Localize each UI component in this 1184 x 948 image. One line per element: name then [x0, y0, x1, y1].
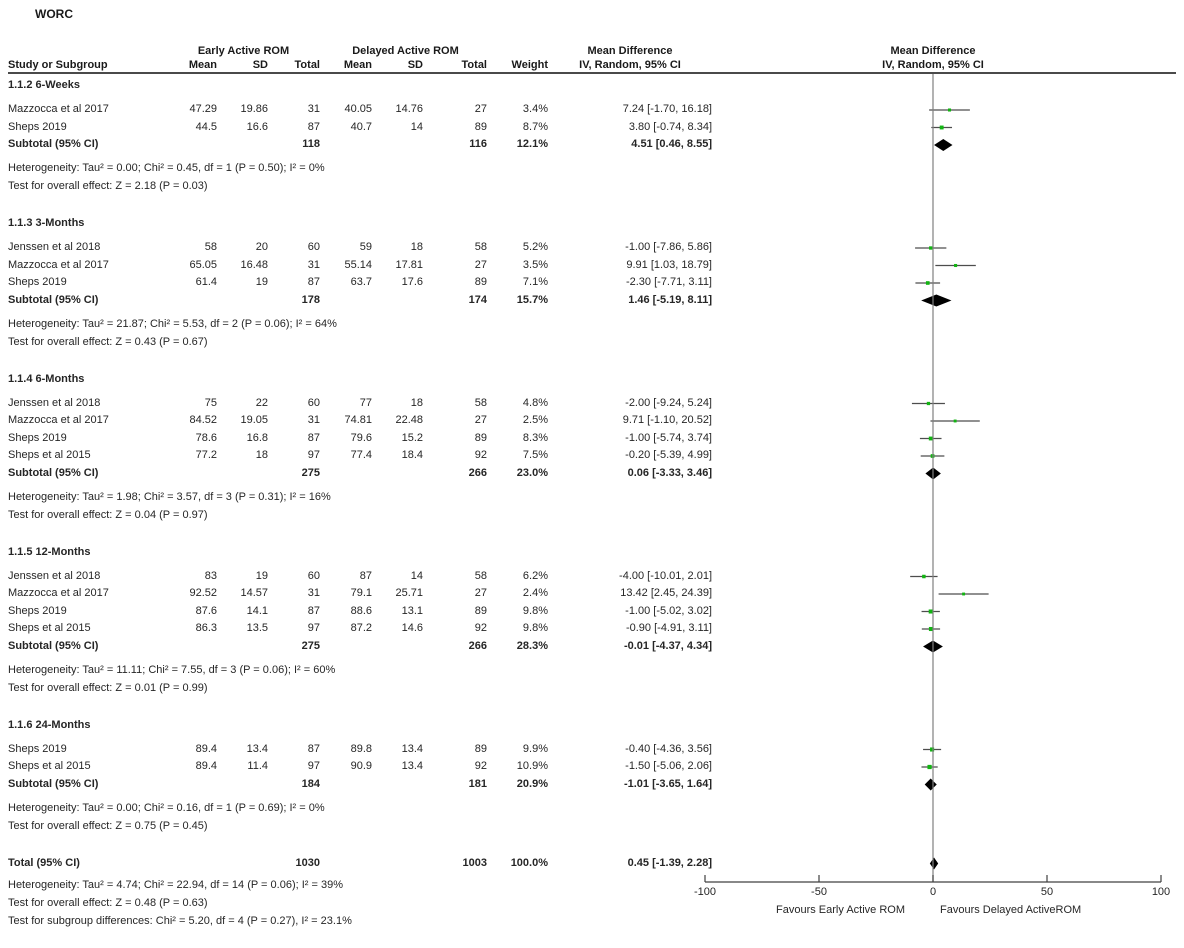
total-overall-effect-line-text: Test for overall effect: Z = 0.48 (P = 0.63) — [8, 896, 208, 909]
mean1-cell: 86.3 — [195, 622, 217, 634]
overall-effect-line — [0, 682, 1184, 696]
subgroup-label-text: 1.1.3 3-Months — [8, 217, 85, 229]
weight-cell: 8.3% — [522, 431, 548, 444]
mean1-cell: 44.5 — [195, 120, 217, 133]
md-ci-cell: 7.24 [-1.70, 16.18] — [622, 103, 712, 115]
group1-header: Early Active ROM — [197, 45, 290, 57]
sd1-cell: 13.4 — [246, 742, 268, 755]
total-heterogeneity-line — [0, 879, 1184, 893]
total1-cell: 97 — [307, 449, 320, 461]
overall-effect-line-text: Test for overall effect: Z = 0.01 (P = 0.99) — [8, 681, 208, 694]
study-name-cell: Sheps 2019 — [8, 120, 67, 133]
study-row — [0, 397, 1184, 411]
overall-effect-line-text: Test for overall effect: Z = 0.75 (P = 0.45) — [8, 819, 208, 832]
mean1-cell: 75 — [204, 396, 217, 409]
total1-column-header: Total — [294, 59, 320, 71]
total1-cell: 31 — [307, 414, 320, 426]
sd1-cell: 16.48 — [240, 258, 268, 271]
study-row — [0, 449, 1184, 463]
mean1-cell: 47.29 — [189, 103, 217, 115]
total2-column-header: Total — [461, 59, 487, 71]
weight-cell: 15.7% — [516, 293, 548, 306]
subtotal-row — [0, 467, 1184, 481]
subgroup-label-text: 1.1.2 6-Weeks — [8, 79, 80, 91]
sd1-cell: 19.05 — [240, 414, 268, 426]
mean2-cell: 88.6 — [350, 604, 372, 617]
study-row — [0, 570, 1184, 584]
study-row — [0, 432, 1184, 446]
sd2-cell: 14.76 — [395, 103, 423, 115]
sd1-cell: 19.86 — [240, 103, 268, 115]
sd2-cell: 25.71 — [395, 587, 423, 599]
axis-tick-label: 100 — [1151, 886, 1171, 898]
pooled-label-cell: Subtotal (95% CI) — [8, 466, 99, 479]
mean1-cell: 77.2 — [195, 449, 217, 461]
weight-cell: 7.1% — [522, 276, 548, 288]
heterogeneity-line-text: Heterogeneity: Tau² = 1.98; Chi² = 3.57, df = 3 (P = 0.31); I² = 16% — [8, 490, 331, 503]
total2-cell: 27 — [474, 414, 487, 426]
sd1-cell: 11.4 — [247, 760, 268, 772]
sd2-cell: 14 — [410, 120, 423, 133]
axis-right-label: Favours Delayed ActiveROM — [940, 904, 1082, 916]
mean1-cell: 58 — [204, 241, 217, 253]
total1-cell: 97 — [307, 622, 320, 634]
md-ci-cell: -1.50 [-5.06, 2.06] — [625, 760, 712, 772]
total2-cell: 116 — [469, 138, 487, 150]
mean1-cell: 78.6 — [195, 431, 217, 444]
axis-tick-label: 50 — [1040, 886, 1054, 898]
mean2-cell: 89.8 — [350, 742, 372, 755]
weight-cell: 2.5% — [522, 414, 548, 426]
md-ci-cell: 13.42 [2.45, 24.39] — [620, 587, 712, 599]
mean2-cell: 74.81 — [344, 414, 372, 426]
md-ci-cell: 0.06 [-3.33, 3.46] — [627, 466, 712, 479]
weight-cell: 3.4% — [522, 103, 548, 115]
study-name-cell: Sheps 2019 — [8, 431, 67, 444]
sd2-cell: 15.2 — [401, 431, 423, 444]
total1-cell: 87 — [307, 604, 320, 617]
subgroup-label — [0, 373, 1184, 387]
md-ci-cell: 4.51 [0.46, 8.55] — [631, 138, 712, 150]
overall-effect-line-text: Test for overall effect: Z = 2.18 (P = 0.03) — [8, 180, 208, 192]
sd1-cell: 14.57 — [240, 587, 268, 599]
mean1-cell: 84.52 — [189, 414, 217, 426]
study-row — [0, 605, 1184, 619]
sd1-cell: 16.8 — [246, 431, 268, 444]
md-ci-cell: 0.45 [-1.39, 2.28] — [627, 856, 712, 869]
md-ci-cell: 1.46 [-5.19, 8.11] — [628, 293, 712, 306]
weight-cell: 6.2% — [522, 569, 548, 582]
sd1-cell: 19 — [255, 569, 268, 582]
mean1-cell: 92.52 — [189, 587, 217, 599]
weight-cell: 3.5% — [522, 258, 548, 271]
subtotal-row — [0, 294, 1184, 308]
total2-cell: 92 — [474, 760, 487, 772]
pooled-label-cell: Subtotal (95% CI) — [8, 639, 99, 652]
pooled-label-cell: Subtotal (95% CI) — [8, 138, 99, 150]
heterogeneity-line-text: Heterogeneity: Tau² = 0.00; Chi² = 0.45, df = 1 (P = 0.50); I² = 0% — [8, 162, 325, 174]
total-row — [0, 857, 1184, 871]
weight-cell: 28.3% — [516, 639, 548, 652]
total1-cell: 184 — [301, 777, 320, 790]
md-ci-cell: 9.91 [1.03, 18.79] — [626, 258, 712, 271]
total2-cell: 58 — [474, 569, 487, 582]
study-name-cell: Mazzocca et al 2017 — [8, 414, 109, 426]
study-row — [0, 103, 1184, 117]
weight-cell: 9.9% — [522, 742, 548, 755]
study-name-cell: Sheps et al 2015 — [8, 622, 91, 634]
total2-cell: 181 — [468, 777, 487, 790]
sd1-cell: 18 — [255, 449, 268, 461]
study-column-header: Study or Subgroup — [8, 59, 108, 71]
md-ci-cell: 3.80 [-0.74, 8.34] — [628, 120, 712, 133]
subgroup-label-text: 1.1.4 6-Months — [8, 372, 85, 385]
total1-cell: 178 — [301, 293, 320, 306]
total2-cell: 27 — [474, 258, 487, 271]
total-heterogeneity-line-text: Heterogeneity: Tau² = 4.74; Chi² = 22.94, df = 14 (P = 0.06); I² = 39% — [8, 878, 343, 891]
sd2-column-header: SD — [407, 59, 423, 71]
subgroup-label — [0, 217, 1184, 231]
mean2-cell: 79.6 — [350, 431, 372, 444]
study-name-cell: Jenssen et al 2018 — [8, 241, 101, 253]
header-rule — [8, 72, 1176, 74]
heterogeneity-line — [0, 664, 1184, 678]
md-ci-cell: 9.71 [-1.10, 20.52] — [622, 414, 712, 426]
weight-cell: 7.5% — [522, 449, 548, 461]
overall-effect-line — [0, 180, 1184, 194]
study-name-cell: Jenssen et al 2018 — [8, 569, 101, 582]
total1-cell: 60 — [307, 396, 320, 409]
total1-cell: 87 — [307, 120, 320, 133]
subtotal-row — [0, 138, 1184, 152]
study-row — [0, 241, 1184, 255]
md-ci-cell: -2.00 [-9.24, 5.24] — [625, 396, 712, 409]
total1-cell: 87 — [307, 742, 320, 755]
study-name-cell: Jenssen et al 2018 — [8, 396, 101, 409]
subtotal-row — [0, 778, 1184, 792]
sd2-cell: 13.4 — [401, 742, 423, 755]
study-row — [0, 760, 1184, 774]
plot-column-title: Mean Difference — [890, 45, 976, 57]
sd2-cell: 17.81 — [395, 258, 423, 271]
total1-cell: 31 — [307, 587, 320, 599]
overall-effect-line-text: Test for overall effect: Z = 0.04 (P = 0.97) — [8, 508, 208, 521]
total1-cell: 60 — [307, 241, 320, 253]
weight-cell: 9.8% — [522, 622, 548, 634]
study-row — [0, 622, 1184, 636]
md-ci-cell: -1.00 [-7.86, 5.86] — [625, 241, 712, 253]
md-ci-cell: -1.00 [-5.74, 3.74] — [625, 431, 712, 444]
heterogeneity-line — [0, 802, 1184, 816]
study-row — [0, 121, 1184, 135]
total1-cell: 31 — [307, 258, 320, 271]
total1-cell: 118 — [302, 138, 320, 150]
sd2-cell: 18.4 — [401, 449, 423, 461]
total1-cell: 60 — [307, 569, 320, 582]
md-column-title: Mean Difference — [587, 45, 673, 57]
mean1-column-header: Mean — [188, 59, 217, 71]
total2-cell: 58 — [474, 241, 487, 253]
sd2-cell: 22.48 — [395, 414, 423, 426]
mean1-cell: 87.6 — [195, 604, 217, 617]
axis-tick-label: -100 — [693, 886, 717, 898]
study-row — [0, 276, 1184, 290]
total1-cell: 275 — [301, 466, 320, 479]
pooled-label-cell: Total (95% CI) — [8, 856, 80, 869]
weight-cell: 4.8% — [522, 396, 548, 409]
mean2-cell: 79.1 — [350, 587, 372, 599]
plot-method-header: IV, Random, 95% CI — [882, 59, 984, 71]
study-row — [0, 414, 1184, 428]
total2-cell: 174 — [468, 293, 487, 306]
total1-cell: 97 — [307, 760, 320, 772]
mean2-cell: 55.14 — [344, 258, 372, 271]
sd1-cell: 14.1 — [246, 604, 268, 617]
total2-cell: 1003 — [462, 856, 487, 869]
weight-column-header: Weight — [511, 59, 548, 71]
axis-tick-label: 0 — [929, 886, 937, 898]
total2-cell: 89 — [474, 742, 487, 755]
md-ci-cell: -0.20 [-5.39, 4.99] — [625, 449, 712, 461]
study-name-cell: Sheps et al 2015 — [8, 449, 91, 461]
study-row — [0, 259, 1184, 273]
md-method-header: IV, Random, 95% CI — [579, 59, 681, 71]
total2-cell: 266 — [468, 466, 487, 479]
overall-effect-line-text: Test for overall effect: Z = 0.43 (P = 0.67) — [8, 335, 208, 348]
sd1-cell: 20 — [255, 241, 268, 253]
total1-cell: 275 — [301, 639, 320, 652]
sd2-cell: 14.6 — [401, 622, 423, 634]
mean2-cell: 90.9 — [350, 760, 372, 772]
subgroup-label — [0, 546, 1184, 560]
subgroup-differences-line — [0, 915, 1184, 929]
weight-cell: 8.7% — [522, 120, 548, 133]
study-name-cell: Sheps 2019 — [8, 604, 67, 617]
total2-cell: 92 — [474, 449, 487, 461]
sd2-cell: 18 — [410, 241, 423, 253]
subtotal-row — [0, 640, 1184, 654]
md-ci-cell: -0.90 [-4.91, 3.11] — [625, 622, 712, 634]
overall-effect-line — [0, 509, 1184, 523]
study-name-cell: Sheps et al 2015 — [8, 760, 91, 772]
sd2-cell: 18 — [410, 396, 423, 409]
page-title: WORC — [35, 7, 73, 21]
total1-cell: 87 — [307, 431, 320, 444]
pooled-label-cell: Subtotal (95% CI) — [8, 777, 99, 790]
sd2-cell: 17.6 — [401, 276, 423, 288]
total1-cell: 1030 — [295, 856, 320, 869]
total2-cell: 89 — [474, 604, 487, 617]
weight-cell: 5.2% — [522, 241, 548, 253]
weight-cell: 9.8% — [522, 604, 548, 617]
weight-cell: 10.9% — [516, 760, 548, 772]
pooled-label-cell: Subtotal (95% CI) — [8, 293, 99, 306]
md-ci-cell: -4.00 [-10.01, 2.01] — [619, 569, 712, 582]
weight-cell: 100.0% — [510, 856, 548, 869]
heterogeneity-line-text: Heterogeneity: Tau² = 0.00; Chi² = 0.16, df = 1 (P = 0.69); I² = 0% — [8, 801, 325, 814]
total2-cell: 27 — [474, 103, 487, 115]
mean2-cell: 40.05 — [344, 103, 372, 115]
study-name-cell: Mazzocca et al 2017 — [8, 103, 109, 115]
weight-cell: 20.9% — [516, 777, 548, 790]
total2-cell: 266 — [468, 639, 487, 652]
mean1-cell: 83 — [204, 569, 217, 582]
heterogeneity-line — [0, 162, 1184, 176]
md-ci-cell: -0.01 [-4.37, 4.34] — [623, 639, 712, 652]
study-name-cell: Sheps 2019 — [8, 742, 67, 755]
sd1-cell: 19 — [255, 276, 268, 288]
axis-left-label: Favours Early Active ROM — [776, 904, 905, 916]
heterogeneity-line — [0, 491, 1184, 505]
mean2-cell: 63.7 — [350, 276, 372, 288]
sd2-cell: 14 — [410, 569, 423, 582]
sd2-cell: 13.1 — [401, 604, 423, 617]
total2-cell: 89 — [474, 120, 487, 133]
axis-tick-label: -50 — [811, 886, 827, 898]
md-ci-cell: -2.30 [-7.71, 3.11] — [625, 276, 712, 288]
study-name-cell: Mazzocca et al 2017 — [8, 587, 109, 599]
total2-cell: 58 — [474, 396, 487, 409]
heterogeneity-line-text: Heterogeneity: Tau² = 11.11; Chi² = 7.55, df = 3 (P = 0.06); I² = 60% — [8, 663, 336, 676]
mean2-cell: 87 — [359, 569, 372, 582]
mean1-cell: 89.4 — [195, 760, 217, 772]
total1-cell: 31 — [307, 103, 320, 115]
mean2-column-header: Mean — [343, 59, 372, 71]
heterogeneity-line-text: Heterogeneity: Tau² = 21.87; Chi² = 5.53, df = 2 (P = 0.06); I² = 64% — [8, 317, 337, 330]
mean2-cell: 40.7 — [350, 120, 372, 133]
mean2-cell: 59 — [359, 241, 372, 253]
mean2-cell: 77 — [359, 396, 372, 409]
study-row — [0, 587, 1184, 601]
total2-cell: 92 — [474, 622, 487, 634]
mean1-cell: 65.05 — [189, 258, 217, 271]
weight-cell: 2.4% — [522, 587, 548, 599]
subgroup-label — [0, 79, 1184, 93]
study-name-cell: Mazzocca et al 2017 — [8, 258, 109, 271]
overall-effect-line — [0, 336, 1184, 350]
sd1-cell: 13.5 — [246, 622, 268, 634]
subgroup-differences-line-text: Test for subgroup differences: Chi² = 5.20, df = 4 (P = 0.27), I² = 23.1% — [8, 914, 352, 927]
group2-header: Delayed Active ROM — [352, 45, 459, 57]
subgroup-label-text: 1.1.5 12-Months — [8, 545, 91, 558]
sd1-column-header: SD — [252, 59, 268, 71]
mean1-cell: 89.4 — [195, 742, 217, 755]
heterogeneity-line — [0, 318, 1184, 332]
weight-cell: 12.1% — [516, 138, 548, 150]
total2-cell: 89 — [474, 431, 487, 444]
total1-cell: 87 — [307, 276, 320, 288]
subgroup-label — [0, 719, 1184, 733]
mean2-cell: 77.4 — [350, 449, 372, 461]
sd2-cell: 13.4 — [401, 760, 423, 772]
overall-effect-line — [0, 820, 1184, 834]
subgroup-label-text: 1.1.6 24-Months — [8, 718, 91, 731]
mean1-cell: 61.4 — [195, 276, 217, 288]
md-ci-cell: -1.00 [-5.02, 3.02] — [625, 604, 712, 617]
study-name-cell: Sheps 2019 — [8, 276, 67, 288]
total2-cell: 27 — [474, 587, 487, 599]
md-ci-cell: -0.40 [-4.36, 3.56] — [625, 742, 712, 755]
md-ci-cell: -1.01 [-3.65, 1.64] — [623, 777, 712, 790]
mean2-cell: 87.2 — [350, 622, 372, 634]
study-row — [0, 743, 1184, 757]
sd1-cell: 22 — [255, 396, 268, 409]
total2-cell: 89 — [474, 276, 487, 288]
weight-cell: 23.0% — [516, 466, 548, 479]
sd1-cell: 16.6 — [246, 120, 268, 133]
